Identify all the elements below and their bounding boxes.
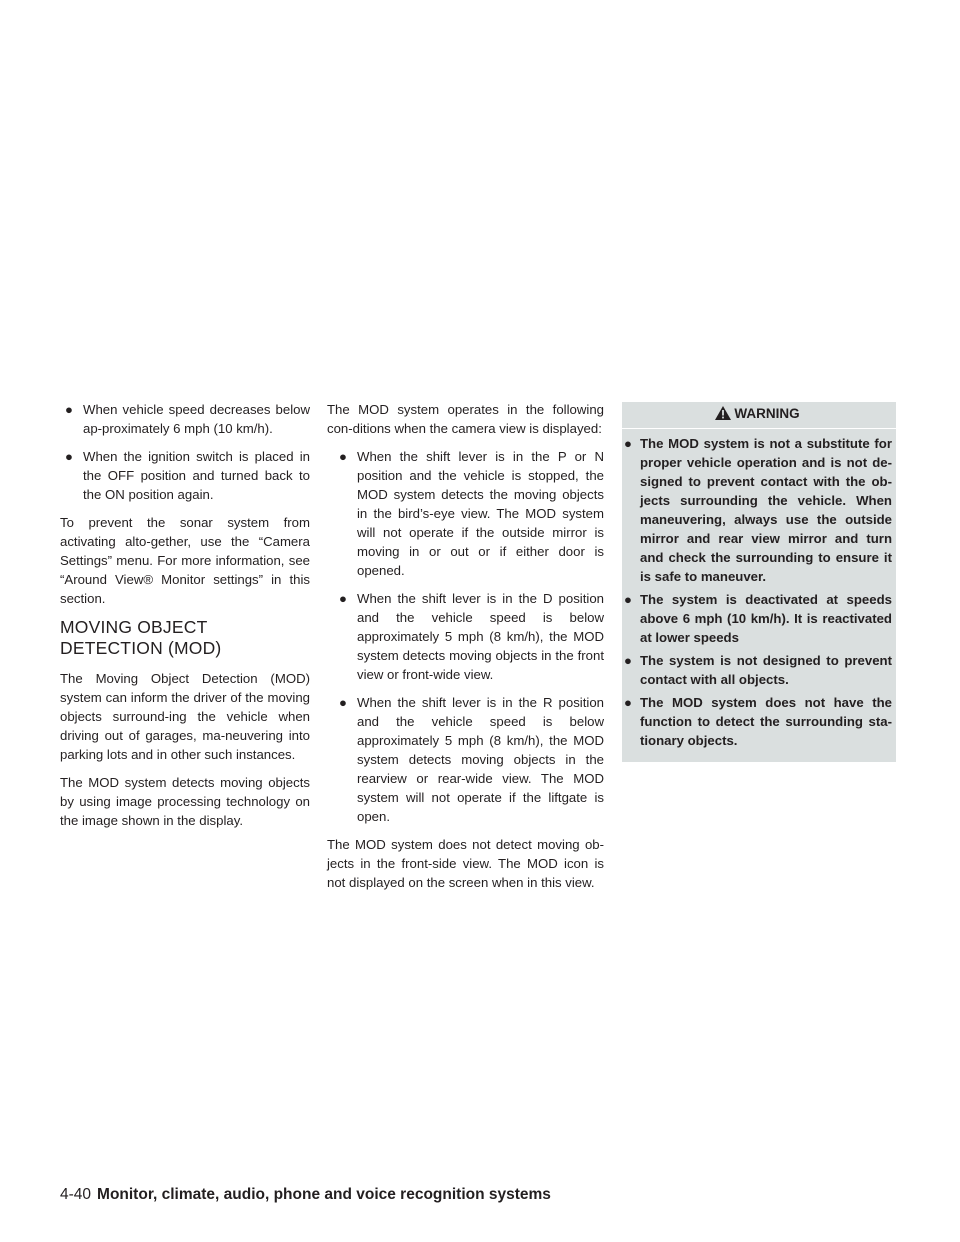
- list-item: ● When the shift lever is in the P or N position and the vehicle is stopped, the MOD system detects the moving objects in the bird’s-eye view. The MOD system will not operate if the outside mirror is moving in or out or if either door is opened.: [339, 449, 604, 578]
- warning-list: [622, 434, 892, 750]
- bullet-icon: ●: [65, 402, 73, 417]
- bullet-icon: ●: [624, 592, 632, 607]
- speed-conditions-list: [60, 400, 310, 504]
- bullet-icon: ●: [339, 591, 347, 606]
- list-item: ● When the shift lever is in the D position and the vehicle speed is below approximately 5 mph (8 km/h), the MOD system detects moving objects in the front view or front-wide view.: [339, 591, 604, 682]
- page-number: 4-40: [60, 1186, 92, 1203]
- bullet-icon: ●: [339, 695, 347, 710]
- middle-column: [327, 400, 604, 901]
- warning-triangle-icon: [714, 405, 732, 421]
- bullet-icon: ●: [624, 695, 632, 710]
- warning-title: WARNING: [734, 406, 800, 421]
- list-item: ● When the shift lever is in the R position and the vehicle speed is below approximately 5 mph (8 km/h), the MOD system detects moving objects in the rearview or rear-wide view. The MOD system will not operate if the liftgate is open.: [339, 695, 604, 824]
- bullet-icon: ●: [339, 449, 347, 464]
- bullet-icon: ●: [65, 449, 73, 464]
- page-footer: [60, 1186, 551, 1204]
- warning-header: [622, 402, 892, 426]
- list-item: ● The system is deactivated at speeds above 6 mph (10 km/h). It is reactivated at lower speeds: [624, 592, 892, 645]
- list-item: ● The system is not designed to prevent contact with all objects.: [624, 653, 892, 687]
- section-title: Monitor, climate, audio, phone and voice recognition systems: [97, 1186, 551, 1203]
- list-item: ● When vehicle speed decreases below ap-proximately 6 mph (10 km/h).: [65, 402, 310, 436]
- paragraph: To prevent the sonar system from activating alto-gether, use the “Camera Settings” menu. For more information, see “Around View® Monitor settings” in this section.: [60, 515, 310, 606]
- bullet-icon: ●: [624, 436, 632, 451]
- paragraph: The Moving Object Detection (MOD) system can inform the driver of the moving objects surround-ing the vehicle when driving out of garages, ma-neuvering into parking lots and in other such instances.: [60, 671, 310, 762]
- left-column: [60, 400, 310, 839]
- section-heading: MOVING OBJECT DETECTION (MOD): [60, 617, 222, 658]
- list-item: ● The MOD system is not a substitute for proper vehicle operation and is not de-signed to prevent contact with the ob-jects surrounding the vehicle. When maneuvering, always use the outside mirror and rear view mirror and turn and check the surrounding to ensure it is safe to maneuver.: [624, 436, 892, 584]
- bullet-icon: ●: [624, 653, 632, 668]
- paragraph: The MOD system operates in the following con-ditions when the camera view is displayed:: [327, 402, 604, 436]
- warning-divider: [622, 428, 896, 429]
- warning-box: [622, 402, 896, 762]
- mod-conditions-list: [327, 447, 604, 826]
- list-item: ● When the ignition switch is placed in the OFF position and turned back to the ON position again.: [65, 449, 310, 502]
- paragraph: The MOD system detects moving objects by using image processing technology on the image shown in the display.: [60, 775, 310, 828]
- paragraph: The MOD system does not detect moving ob-jects in the front-side view. The MOD icon is not displayed on the screen when in this view.: [327, 837, 604, 890]
- list-item: ● The MOD system does not have the function to detect the surrounding sta-tionary objects.: [624, 695, 892, 748]
- warning-column: [622, 402, 896, 762]
